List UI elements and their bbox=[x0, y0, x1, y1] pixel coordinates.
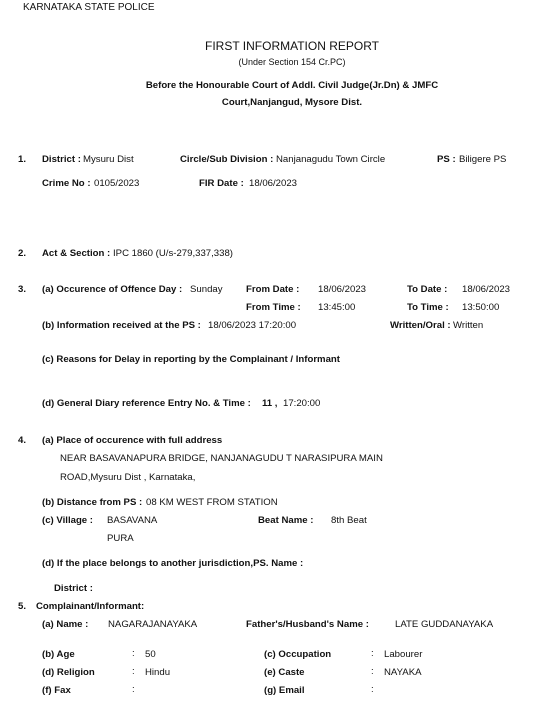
occurence-day-label: (a) Occurence of Offence Day : bbox=[42, 284, 183, 295]
crime-no-value: 0105/2023 bbox=[94, 178, 140, 189]
delay-reasons-label: (c) Reasons for Delay in reporting by the Complainant / Informant bbox=[42, 354, 340, 365]
name-value: NAGARAJANAYAKA bbox=[108, 619, 198, 630]
report-title: FIRST INFORMATION REPORT bbox=[204, 39, 380, 53]
act-section-value: IPC 1860 (U/s-279,337,338) bbox=[113, 248, 233, 259]
father-name-value: LATE GUDDANAYAKA bbox=[395, 619, 494, 630]
caste-label: (e) Caste bbox=[264, 667, 305, 678]
to-date-value: 18/06/2023 bbox=[462, 284, 511, 295]
section-4-number: 4. bbox=[18, 435, 27, 446]
written-oral-label: Written/Oral : bbox=[390, 320, 451, 331]
religion-label: (d) Religion bbox=[42, 667, 95, 678]
complainant-label: Complainant/Informant: bbox=[36, 601, 145, 612]
email-label: (g) Email bbox=[264, 685, 305, 696]
distance-value: 08 KM WEST FROM STATION bbox=[146, 497, 278, 508]
info-received-value: 18/06/2023 17:20:00 bbox=[208, 320, 297, 331]
fir-date-value: 18/06/2023 bbox=[249, 178, 298, 189]
section-5-number: 5. bbox=[18, 601, 27, 612]
village-value-line-2: PURA bbox=[107, 533, 134, 544]
to-date-label: To Date : bbox=[407, 284, 448, 295]
religion-colon: : bbox=[132, 666, 135, 677]
from-time-label: From Time : bbox=[246, 302, 301, 313]
address-line-1: NEAR BASAVANAPURA BRIDGE, NANJANAGUDU T NARASIPURA MAIN bbox=[60, 453, 383, 464]
fax-colon: : bbox=[132, 684, 135, 695]
to-time-value: 13:50:00 bbox=[462, 302, 500, 313]
beat-name-value: 8th Beat bbox=[331, 515, 367, 526]
jurisdiction-district-label: District : bbox=[54, 583, 93, 594]
fax-label: (f) Fax bbox=[42, 685, 71, 696]
email-colon: : bbox=[371, 684, 374, 695]
fir-date-label: FIR Date : bbox=[199, 178, 244, 189]
court-line-2: Court,Nanjangud, Mysore Dist. bbox=[221, 97, 363, 108]
occupation-value: Labourer bbox=[384, 649, 423, 660]
ps-label: PS : bbox=[437, 154, 456, 165]
ps-value: Biligere PS bbox=[459, 154, 507, 165]
age-colon: : bbox=[132, 648, 135, 659]
report-subtitle: (Under Section 154 Cr.PC) bbox=[238, 57, 346, 67]
beat-name-label: Beat Name : bbox=[258, 515, 314, 526]
father-name-label: Father's/Husband's Name : bbox=[246, 619, 369, 630]
address-line-2: ROAD,Mysuru Dist , Karnataka, bbox=[60, 472, 196, 483]
court-line-1: Before the Honourable Court of Addl. Civil Judge(Jr.Dn) & JMFC bbox=[145, 80, 439, 91]
crime-no-label: Crime No : bbox=[42, 178, 91, 189]
from-date-label: From Date : bbox=[246, 284, 300, 295]
village-label: (c) Village : bbox=[42, 515, 94, 526]
district-value: Mysuru Dist bbox=[83, 154, 134, 165]
place-label: (a) Place of occurence with full address bbox=[42, 435, 223, 446]
gd-entry-label: (d) General Diary reference Entry No. & Time : bbox=[42, 398, 251, 409]
religion-value: Hindu bbox=[145, 667, 171, 678]
info-received-label: (b) Information received at the PS : bbox=[42, 320, 201, 331]
jurisdiction-label: (d) If the place belongs to another jurisdiction,PS. Name : bbox=[42, 558, 304, 569]
village-value-line-1: BASAVANA bbox=[107, 515, 158, 526]
from-date-value: 18/06/2023 bbox=[318, 284, 367, 295]
org-name: KARNATAKA STATE POLICE bbox=[23, 2, 155, 13]
name-label: (a) Name : bbox=[42, 619, 89, 630]
gd-entry-time: 17:20:00 bbox=[283, 398, 321, 409]
caste-value: NAYAKA bbox=[384, 667, 422, 678]
section-2-number: 2. bbox=[18, 248, 27, 259]
written-oral-value: Written bbox=[453, 320, 484, 331]
from-time-value: 13:45:00 bbox=[318, 302, 356, 313]
age-label: (b) Age bbox=[42, 649, 75, 660]
occupation-colon: : bbox=[371, 648, 374, 659]
occupation-label: (c) Occupation bbox=[264, 649, 332, 660]
age-value: 50 bbox=[145, 649, 156, 660]
section-1-number: 1. bbox=[18, 154, 27, 165]
distance-label: (b) Distance from PS : bbox=[42, 497, 143, 508]
section-3-number: 3. bbox=[18, 284, 27, 295]
caste-colon: : bbox=[371, 666, 374, 677]
circle-label: Circle/Sub Division : bbox=[180, 154, 274, 165]
circle-value: Nanjanagudu Town Circle bbox=[276, 154, 386, 165]
to-time-label: To Time : bbox=[407, 302, 449, 313]
occurence-day-value: Sunday bbox=[190, 284, 223, 295]
district-label: District : bbox=[42, 154, 81, 165]
act-section-label: Act & Section : bbox=[42, 248, 111, 259]
gd-entry-number: 11 , bbox=[262, 398, 278, 409]
